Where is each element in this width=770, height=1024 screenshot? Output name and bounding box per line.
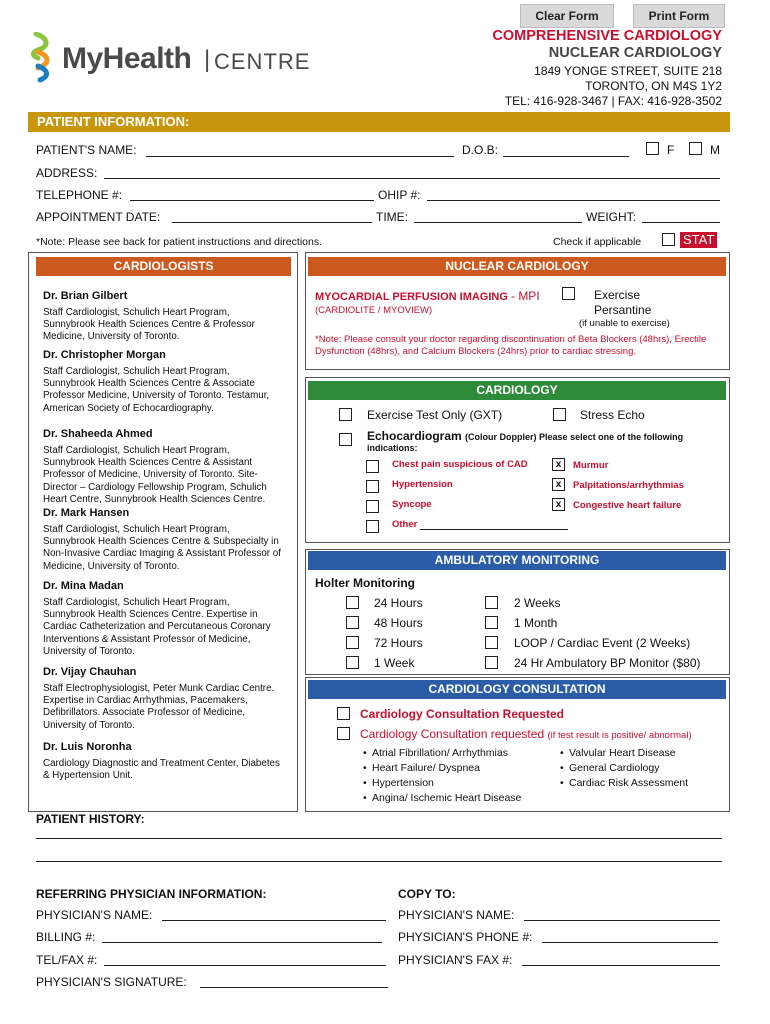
monitor-checkbox[interactable] [485, 636, 498, 649]
bullet-icon: • [363, 747, 367, 759]
indication-checkbox[interactable] [366, 500, 379, 513]
cardiologists-header: CARDIOLOGISTS [36, 257, 291, 276]
consult-reason: General Cardiology [569, 762, 660, 774]
logo-mark-icon [30, 32, 56, 84]
sex-f-label: F [667, 143, 675, 157]
nuclear-note: *Note: Please consult your doctor regarding discontinuation of Beta Blockers (48hrs), Erectile Dysfunction (48hrs), and Calcium Blockers (24hrs) prior to cardiac stressing. [315, 334, 707, 357]
consult-reason: Hypertension [372, 777, 434, 789]
address-label: ADDRESS: [36, 166, 98, 180]
copy-name-label: PHYSICIAN'S NAME: [398, 908, 515, 922]
echo-label: Echocardiogram [367, 429, 462, 443]
copy-title: COPY TO: [398, 887, 456, 901]
doctor-name: Dr. Christopher Morgan [43, 349, 166, 361]
indication-label: Murmur [573, 460, 609, 471]
consult-requested-label: Cardiology Consultation Requested [360, 707, 565, 721]
indication-checkbox[interactable]: x [552, 498, 565, 511]
nuclear-header: NUCLEAR CARDIOLOGY [308, 257, 726, 276]
billing-field[interactable] [102, 942, 382, 943]
doctor-name: Dr. Vijay Chauhan [43, 666, 137, 678]
copy-fax-label: PHYSICIAN'S FAX #: [398, 953, 513, 967]
bullet-icon: • [560, 777, 564, 789]
indication-checkbox[interactable]: x [552, 478, 565, 491]
stress-echo-checkbox[interactable] [553, 408, 566, 421]
monitor-checkbox[interactable] [485, 656, 498, 669]
stress-echo-label: Stress Echo [580, 408, 645, 422]
doctor-name: Dr. Luis Noronha [43, 741, 132, 753]
clear-form-button[interactable]: Clear Form [520, 4, 614, 28]
doctor-description: Staff Cardiologist, Schulich Heart Program, Sunnybrook Health Sciences Centre & Subspecialty in Non-Invasive Cardiac Imaging & Assistant Professor of Medicine, University of Toronto. [43, 524, 281, 572]
other-indication-field[interactable] [420, 529, 568, 530]
bullet-icon: • [560, 747, 564, 759]
ref-name-label: PHYSICIAN'S NAME: [36, 908, 153, 922]
indication-label: Hypertension [392, 479, 453, 490]
patient-name-label: PATIENT'S NAME: [36, 143, 137, 157]
doctor-description: Staff Cardiologist, Schulich Heart Program, Sunnybrook Health Sciences Centre. Expertise in Cardiac Catheterization and Percutaneous Coronary Interventions & Assistant Professor of Medicine, University of Toronto. [43, 597, 271, 657]
indication-label: Chest pain suspicious of CAD [392, 459, 528, 470]
doctor-name: Dr. Brian Gilbert [43, 290, 128, 302]
stat-badge: STAT [680, 232, 717, 248]
consult-if-label: Cardiology Consultation requested [360, 727, 545, 741]
time-label: TIME: [376, 210, 408, 224]
exercise-label: Exercise [594, 288, 641, 302]
sex-m-label: M [710, 143, 720, 157]
doctor-description: Staff Electrophysiologist, Peter Munk Cardiac Centre. Expertise in Cardiac Arrhythmias, Pacemakers, Defibrillators. Associate Professor of Medicine, University of Toronto. [43, 683, 275, 731]
dob-label: D.O.B: [462, 143, 499, 157]
monitor-option-label: LOOP / Cardiac Event (2 Weeks) [514, 636, 691, 650]
doctor-description: Cardiology Diagnostic and Treatment Center, Diabetes & Hypertension Unit. [43, 758, 280, 782]
consult-if-title [360, 727, 692, 741]
patient-name-field[interactable] [146, 156, 454, 157]
indication-label: Palpitations/arrhythmias [573, 480, 684, 491]
appointment-date-field[interactable] [172, 222, 372, 223]
mpi-label: MYOCARDIAL PERFUSION IMAGING [315, 291, 508, 303]
weight-label: WEIGHT: [586, 210, 636, 224]
billing-label: BILLING #: [36, 930, 96, 944]
gxt-label: Exercise Test Only (GXT) [367, 408, 503, 422]
telfax-field[interactable] [104, 965, 386, 966]
copy-fax-field[interactable] [522, 965, 720, 966]
consult-reason: Angina/ Ischemic Heart Disease [372, 792, 522, 804]
holter-checkbox[interactable] [346, 596, 359, 609]
logo-divider: | [204, 46, 211, 73]
holter-checkbox[interactable] [346, 656, 359, 669]
bullet-icon: • [363, 762, 367, 774]
monitor-option-label: 1 Month [514, 616, 558, 630]
monitor-checkbox[interactable] [485, 616, 498, 629]
bullet-icon: • [363, 792, 367, 804]
ohip-field[interactable] [427, 200, 720, 201]
doctor-description: Staff Cardiologist, Schulich Heart Program, Sunnybrook Health Sciences Centre & Professor Medicine, University of Toronto. [43, 307, 255, 343]
doctor-description: Staff Cardiologist, Schulich Heart Program, Sunnybrook Health Sciences Centre & Associate Professor Medicine, University of Toronto. Testamur, American Society of Echocardiography. [43, 366, 270, 414]
doctor-description: Staff Cardiologist, Schulich Heart Program, Sunnybrook Health Sciences Centre & Assistant Professor of Medicine, University of Toronto. Site-Director – Cardiology Fellowship Program, Schulich Heart Centre, Sunnybrook Health Sciences Centre. [43, 445, 267, 505]
indication-checkbox[interactable] [366, 460, 379, 473]
doctor-name: Dr. Mark Hansen [43, 507, 130, 519]
consult-reason: Atrial Fibrillation/ Arrhythmias [372, 747, 508, 759]
signature-field[interactable] [200, 987, 388, 988]
weight-field[interactable] [642, 222, 720, 223]
echo-title [367, 429, 683, 443]
telephone-label: TELEPHONE #: [36, 188, 123, 202]
gxt-checkbox[interactable] [339, 408, 352, 421]
consult-reason: Cardiac Risk Assessment [569, 777, 689, 789]
holter-option-label: 1 Week [374, 656, 415, 670]
patient-history-label: PATIENT HISTORY: [36, 812, 145, 826]
monitor-option-label: 24 Hr Ambulatory BP Monitor ($80) [514, 656, 701, 670]
consult-if-note: (if test result is positive/ abnormal) [547, 730, 692, 741]
patient-history-line-2[interactable] [36, 861, 722, 862]
indication-label: Congestive heart failure [573, 500, 682, 511]
ref-name-field[interactable] [162, 920, 386, 921]
ohip-label: OHIP #: [378, 188, 421, 202]
bullet-icon: • [363, 777, 367, 789]
mpi-suffix: - MPI [510, 289, 540, 303]
time-field[interactable] [414, 222, 582, 223]
doctor-name: Dr. Shaheeda Ahmed [43, 428, 153, 440]
signature-label: PHYSICIAN'S SIGNATURE: [36, 975, 187, 989]
consult-header: CARDIOLOGY CONSULTATION [308, 680, 726, 699]
holter-checkbox[interactable] [346, 616, 359, 629]
echo-note-1: (Colour Doppler) Please select one of the following [465, 432, 684, 442]
persantine-label: Persantine [594, 303, 652, 317]
header-address-1: 1849 YONGE STREET, SUITE 218 [534, 64, 722, 78]
consult-reason: Heart Failure/ Dyspnea [372, 762, 480, 774]
dob-field[interactable] [503, 156, 629, 157]
copy-phone-field[interactable] [542, 942, 718, 943]
echo-note-2: indications: [367, 443, 418, 453]
indication-label: Syncope [392, 499, 432, 510]
holter-label: Holter Monitoring [315, 576, 415, 590]
echo-checkbox[interactable] [339, 433, 352, 446]
copy-name-field[interactable] [524, 920, 720, 921]
stat-checkbox[interactable] [662, 233, 675, 246]
monitor-option-label: 2 Weeks [514, 596, 561, 610]
consult-reason: Valvular Heart Disease [569, 747, 676, 759]
indication-checkbox[interactable] [366, 520, 379, 533]
mpi-sub: (CARDIOLITE / MYOVIEW) [315, 305, 433, 316]
doctor-name: Dr. Mina Madan [43, 580, 124, 592]
header-contact: TEL: 416-928-3467 | FAX: 416-928-3502 [504, 94, 722, 108]
header-title-1: COMPREHENSIVE CARDIOLOGY [492, 28, 722, 44]
indication-checkbox[interactable]: x [552, 458, 565, 471]
header-title-2: NUCLEAR CARDIOLOGY [548, 45, 722, 61]
holter-option-label: 72 Hours [374, 636, 423, 650]
logo-centre: CENTRE [214, 49, 311, 74]
patient-history-line-1[interactable] [36, 838, 722, 839]
ambulatory-header: AMBULATORY MONITORING [308, 551, 726, 570]
consult-requested-checkbox[interactable] [337, 707, 350, 720]
patient-info-title: PATIENT INFORMATION: [37, 114, 190, 129]
telephone-field[interactable] [130, 200, 374, 201]
logo-brand: MyHealth [62, 42, 192, 75]
bullet-icon: • [560, 762, 564, 774]
address-field[interactable] [104, 178, 720, 179]
print-form-button[interactable]: Print Form [633, 4, 725, 28]
appointment-date-label: APPOINTMENT DATE: [36, 210, 161, 224]
exercise-checkbox[interactable] [562, 287, 575, 300]
consult-if-checkbox[interactable] [337, 727, 350, 740]
patient-note: *Note: Please see back for patient instructions and directions. [36, 236, 322, 248]
cardiology-header: CARDIOLOGY [308, 381, 726, 400]
monitor-checkbox[interactable] [485, 596, 498, 609]
mpi-title [315, 289, 540, 303]
holter-option-label: 48 Hours [374, 616, 423, 630]
check-if-applicable-label: Check if applicable [553, 236, 642, 248]
holter-option-label: 24 Hours [374, 596, 423, 610]
header-address-2: TORONTO, ON M4S 1Y2 [585, 79, 722, 93]
holter-checkbox[interactable] [346, 636, 359, 649]
indication-checkbox[interactable] [366, 480, 379, 493]
referring-title: REFERRING PHYSICIAN INFORMATION: [36, 887, 267, 901]
sex-m-checkbox[interactable] [689, 142, 702, 155]
sex-f-checkbox[interactable] [646, 142, 659, 155]
telfax-label: TEL/FAX #: [36, 953, 98, 967]
indication-label: Other [392, 519, 418, 530]
copy-phone-label: PHYSICIAN'S PHONE #: [398, 930, 533, 944]
persantine-note: (if unable to exercise) [579, 318, 670, 329]
